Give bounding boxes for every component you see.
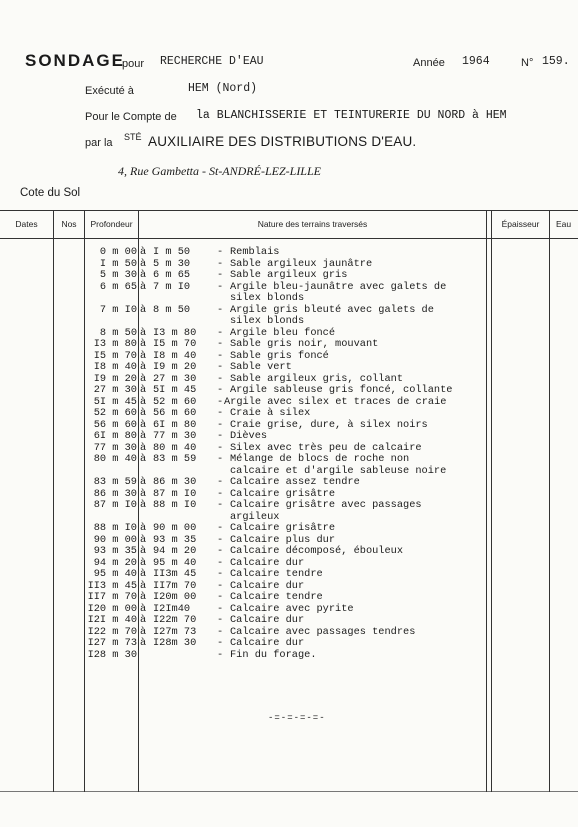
depth-to: 7 m I0 bbox=[153, 280, 191, 293]
stratum-description: Fin du forage. bbox=[230, 648, 317, 661]
stratum-description: Calcaire tendre bbox=[230, 568, 323, 580]
depth-to: I22m 70 bbox=[153, 614, 197, 626]
depth-from: I20 m 00 bbox=[87, 602, 137, 615]
depth-to: II7m 70 bbox=[153, 579, 197, 592]
stratum-description: Craie grise, dure, à silex noirs bbox=[230, 418, 428, 431]
depth-separator: à bbox=[140, 602, 147, 615]
dash-separator: - bbox=[217, 326, 224, 339]
stratum-description: Argile sableuse gris foncé, collante bbox=[230, 384, 453, 396]
pour-label: pour bbox=[122, 58, 145, 70]
table-row bbox=[0, 627, 578, 638]
depth-to: 93 m 35 bbox=[153, 533, 197, 546]
dash-separator: - bbox=[217, 453, 224, 465]
depth-separator: à bbox=[140, 246, 147, 258]
depth-to: 56 m 60 bbox=[153, 407, 197, 419]
table-row bbox=[0, 247, 578, 258]
stratum-description: Silex avec très peu de calcaire bbox=[230, 441, 422, 454]
stratum-description: Sable vert bbox=[230, 361, 292, 373]
depth-separator: à bbox=[140, 395, 147, 408]
depth-from: I27 m 73 bbox=[87, 637, 137, 649]
depth-separator: à bbox=[140, 545, 147, 557]
table-row bbox=[0, 328, 578, 339]
depth-to: 94 m 20 bbox=[153, 545, 197, 557]
number-label: N° bbox=[521, 57, 534, 69]
depth-from: 6 m 65 bbox=[99, 280, 137, 293]
stratum-description: Calcaire plus dur bbox=[230, 533, 336, 546]
table-row bbox=[0, 282, 578, 293]
depth-from: I3 m 80 bbox=[93, 338, 137, 350]
depth-from: 56 m 60 bbox=[93, 418, 137, 431]
depth-from: I m 50 bbox=[99, 257, 137, 270]
dash-separator: - bbox=[217, 533, 224, 546]
dash-separator: - bbox=[217, 418, 224, 431]
depth-separator: à bbox=[140, 579, 147, 592]
purpose-text: RECHERCHE D'EAU bbox=[160, 55, 264, 68]
depth-from: 95 m 40 bbox=[93, 568, 137, 580]
dash-separator: - bbox=[217, 579, 224, 592]
header-eau: Eau bbox=[556, 219, 572, 229]
annee-label: Année bbox=[413, 57, 445, 69]
company-name: AUXILIAIRE DES DISTRIBUTIONS D'EAU. bbox=[148, 134, 417, 149]
header-profondeur: Profondeur bbox=[90, 219, 133, 229]
header-epaisseur: Épaisseur bbox=[501, 219, 540, 229]
depth-from: I22 m 70 bbox=[87, 625, 137, 638]
execute-label: Exécuté à bbox=[85, 85, 134, 97]
depth-to: 5I m 45 bbox=[153, 384, 197, 396]
depth-separator: à bbox=[140, 303, 147, 316]
dash-separator: - bbox=[217, 487, 224, 500]
company-prefix: STÉ bbox=[124, 132, 142, 142]
depth-to: II3m 45 bbox=[153, 568, 197, 580]
document-title: SONDAGE bbox=[25, 51, 125, 70]
dash-separator: - bbox=[217, 648, 224, 661]
depth-separator: à bbox=[140, 257, 147, 270]
depth-separator: à bbox=[140, 372, 147, 385]
depth-separator: à bbox=[140, 349, 147, 362]
depth-separator: à bbox=[140, 556, 147, 569]
depth-to: I27m 73 bbox=[153, 625, 197, 638]
depth-separator: à bbox=[140, 453, 147, 465]
company-address: 4, Rue Gambetta - St-ANDRÉ-LEZ-LILLE bbox=[118, 164, 321, 178]
compte-client: la BLANCHISSERIE ET TEINTURERIE DU NORD à HEM bbox=[196, 109, 507, 122]
table-row bbox=[0, 489, 578, 500]
depth-to: 95 m 40 bbox=[153, 556, 197, 569]
table-row bbox=[0, 638, 578, 649]
dash-separator: - bbox=[217, 280, 224, 293]
table-row bbox=[0, 523, 578, 534]
depth-to: 80 m 40 bbox=[153, 441, 197, 454]
table-row bbox=[0, 270, 578, 281]
dash-separator: - bbox=[217, 269, 224, 281]
depth-from: 93 m 35 bbox=[93, 545, 137, 557]
depth-to: I9 m 20 bbox=[153, 361, 197, 373]
dash-separator: - bbox=[217, 338, 224, 350]
stratum-description-continuation: silex blonds bbox=[230, 315, 305, 327]
cote-du-sol-label: Cote du Sol bbox=[20, 187, 81, 199]
stratum-description: Argile bleu foncé bbox=[230, 326, 336, 339]
dash-separator: - bbox=[217, 407, 224, 419]
table-row bbox=[0, 259, 578, 270]
dash-separator: - bbox=[217, 441, 224, 454]
depth-separator: à bbox=[140, 591, 147, 603]
depth-separator: à bbox=[140, 407, 147, 419]
depth-from: 5 m 30 bbox=[99, 269, 137, 281]
depth-separator: à bbox=[140, 384, 147, 396]
stratum-description: Dièves bbox=[230, 430, 268, 442]
table-row bbox=[0, 339, 578, 350]
depth-from: I28 m 30 bbox=[87, 648, 137, 661]
stratum-description: Calcaire avec passages tendres bbox=[230, 625, 416, 638]
depth-separator: à bbox=[140, 637, 147, 649]
stratum-description: Calcaire avec pyrite bbox=[230, 602, 354, 615]
depth-separator: à bbox=[140, 338, 147, 350]
dash-separator: - bbox=[217, 614, 224, 626]
depth-to: 90 m 00 bbox=[153, 522, 197, 534]
depth-from: 80 m 40 bbox=[93, 453, 137, 465]
stratum-description: Calcaire dur bbox=[230, 614, 305, 626]
stratum-description: Craie à silex bbox=[230, 407, 311, 419]
dash-separator: - bbox=[217, 625, 224, 638]
depth-separator: à bbox=[140, 361, 147, 373]
dash-separator: - bbox=[217, 246, 224, 258]
stratum-description-continuation: silex blonds bbox=[230, 292, 305, 304]
depth-from: II7 m 70 bbox=[87, 591, 137, 603]
depth-separator: à bbox=[140, 430, 147, 442]
stratum-description-continuation: calcaire et d'argile sableuse noire bbox=[230, 464, 447, 477]
table-row bbox=[0, 454, 578, 465]
depth-from: 8 m 50 bbox=[99, 326, 137, 339]
table-row bbox=[0, 420, 578, 431]
table-row bbox=[0, 558, 578, 569]
table-row bbox=[0, 546, 578, 557]
table-row bbox=[0, 500, 578, 511]
depth-to: I8 m 40 bbox=[153, 349, 197, 362]
stratum-description: Argile avec silex et traces de craie bbox=[224, 395, 447, 408]
depth-from: 86 m 30 bbox=[93, 487, 137, 500]
dash-separator: - bbox=[217, 476, 224, 488]
depth-from: 83 m 59 bbox=[93, 476, 137, 488]
stratum-description: Mélange de blocs de roche non bbox=[230, 453, 410, 465]
dash-separator: - bbox=[217, 430, 224, 442]
table-row bbox=[0, 650, 578, 661]
table-row bbox=[0, 351, 578, 362]
depth-to: 87 m I0 bbox=[153, 487, 197, 500]
par-label: par la bbox=[85, 137, 113, 149]
depth-to: 27 m 30 bbox=[153, 372, 197, 385]
dash-separator: - bbox=[217, 545, 224, 557]
depth-from: 94 m 20 bbox=[93, 556, 137, 569]
depth-from: 7 m I0 bbox=[99, 303, 137, 316]
depth-from: 77 m 30 bbox=[93, 441, 137, 454]
stratum-description: Calcaire tendre bbox=[230, 591, 323, 603]
stratum-description: Argile gris bleuté avec galets de bbox=[230, 303, 434, 316]
depth-to: 52 m 60 bbox=[153, 395, 197, 408]
depth-to: I m 50 bbox=[153, 246, 191, 258]
depth-from: 88 m I0 bbox=[93, 522, 137, 534]
table-row bbox=[0, 397, 578, 408]
depth-from: 5I m 45 bbox=[93, 395, 137, 408]
stratum-description: Calcaire dur bbox=[230, 637, 305, 649]
stratum-description: Calcaire grisâtre avec passages bbox=[230, 499, 422, 511]
depth-separator: à bbox=[140, 280, 147, 293]
depth-to: 86 m 30 bbox=[153, 476, 197, 488]
dash-separator: - bbox=[217, 303, 224, 316]
header-no: Nos bbox=[61, 219, 77, 229]
dash-separator: - bbox=[217, 522, 224, 534]
header-dates: Dates bbox=[15, 219, 38, 229]
dash-separator: - bbox=[217, 395, 224, 408]
depth-to: I28m 30 bbox=[153, 637, 197, 649]
table-row bbox=[0, 408, 578, 419]
depth-separator: à bbox=[140, 499, 147, 511]
depth-from: 27 m 30 bbox=[93, 384, 137, 396]
header-nature: Nature des terrains traversés bbox=[257, 219, 368, 229]
table-row bbox=[0, 443, 578, 454]
dash-separator: - bbox=[217, 499, 224, 511]
stratum-description: Calcaire dur bbox=[230, 556, 305, 569]
depth-from: 0 m 00 bbox=[99, 246, 137, 258]
stratum-description: Calcaire grisâtre bbox=[230, 522, 336, 534]
stratum-description: Sable gris noir, mouvant bbox=[230, 338, 379, 350]
depth-to: I2Im40 bbox=[153, 602, 191, 615]
depth-separator: à bbox=[140, 476, 147, 488]
depth-from: I5 m 70 bbox=[93, 349, 137, 362]
stratum-description: Remblais bbox=[230, 246, 280, 258]
dash-separator: - bbox=[217, 637, 224, 649]
depth-to: I3 m 80 bbox=[153, 326, 197, 339]
depth-from: 52 m 60 bbox=[93, 407, 137, 419]
depth-to: 6 m 65 bbox=[153, 269, 191, 281]
dash-separator: - bbox=[217, 568, 224, 580]
number-value: 159. bbox=[542, 55, 570, 68]
depth-separator: à bbox=[140, 441, 147, 454]
depth-separator: à bbox=[140, 269, 147, 281]
table-row bbox=[0, 431, 578, 442]
depth-to: I20m 00 bbox=[153, 591, 197, 603]
stratum-description: Sable gris foncé bbox=[230, 349, 329, 362]
table-row bbox=[0, 477, 578, 488]
depth-separator: à bbox=[140, 568, 147, 580]
depth-from: 6I m 80 bbox=[93, 430, 137, 442]
table-row bbox=[0, 592, 578, 603]
depth-from: II3 m 45 bbox=[87, 579, 137, 592]
table-row bbox=[0, 569, 578, 580]
table-row bbox=[0, 305, 578, 316]
end-mark: -=-=-=-=- bbox=[268, 713, 326, 723]
table-row bbox=[0, 615, 578, 626]
execute-location: HEM (Nord) bbox=[188, 82, 258, 95]
stratum-description: Calcaire grisâtre bbox=[230, 487, 336, 500]
depth-to: 8 m 50 bbox=[153, 303, 191, 316]
depth-to: I5 m 70 bbox=[153, 338, 197, 350]
table-row bbox=[0, 604, 578, 615]
depth-to: 88 m I0 bbox=[153, 499, 197, 511]
stratum-description: Sable argileux gris, collant bbox=[230, 372, 404, 385]
compte-label: Pour le Compte de bbox=[85, 111, 177, 123]
depth-to: 83 m 59 bbox=[153, 453, 197, 465]
depth-to: 77 m 30 bbox=[153, 430, 197, 442]
dash-separator: - bbox=[217, 257, 224, 270]
dash-separator: - bbox=[217, 372, 224, 385]
dash-separator: - bbox=[217, 384, 224, 396]
dash-separator: - bbox=[217, 556, 224, 569]
depth-from: I8 m 40 bbox=[93, 361, 137, 373]
stratum-description: Calcaire assez tendre bbox=[230, 476, 360, 488]
depth-separator: à bbox=[140, 614, 147, 626]
stratum-description: Calcaire décomposé, ébouleux bbox=[230, 545, 404, 557]
stratum-description: Argile bleu-jaunâtre avec galets de bbox=[230, 280, 447, 293]
table-row bbox=[0, 385, 578, 396]
dash-separator: - bbox=[217, 349, 224, 362]
depth-to: 6I m 80 bbox=[153, 418, 197, 431]
dash-separator: - bbox=[217, 591, 224, 603]
dash-separator: - bbox=[217, 361, 224, 373]
depth-separator: à bbox=[140, 625, 147, 638]
stratum-description: Sable argileux gris bbox=[230, 269, 348, 281]
depth-separator: à bbox=[140, 533, 147, 546]
stratum-description: Calcaire dur bbox=[230, 579, 305, 592]
table-row bbox=[0, 374, 578, 385]
depth-separator: à bbox=[140, 326, 147, 339]
depth-separator: à bbox=[140, 418, 147, 431]
depth-separator: à bbox=[140, 487, 147, 500]
depth-from: I2I m 40 bbox=[87, 614, 137, 626]
depth-from: 87 m I0 bbox=[93, 499, 137, 511]
table-row bbox=[0, 362, 578, 373]
annee-value: 1964 bbox=[462, 55, 490, 68]
table-row bbox=[0, 535, 578, 546]
table-row bbox=[0, 581, 578, 592]
stratum-description: Sable argileux jaunâtre bbox=[230, 257, 373, 270]
depth-from: I9 m 20 bbox=[93, 372, 137, 385]
stratum-description-continuation: argileux bbox=[230, 510, 280, 523]
dash-separator: - bbox=[217, 602, 224, 615]
depth-to: 5 m 30 bbox=[153, 257, 191, 270]
depth-from: 90 m 00 bbox=[93, 533, 137, 546]
depth-separator: à bbox=[140, 522, 147, 534]
